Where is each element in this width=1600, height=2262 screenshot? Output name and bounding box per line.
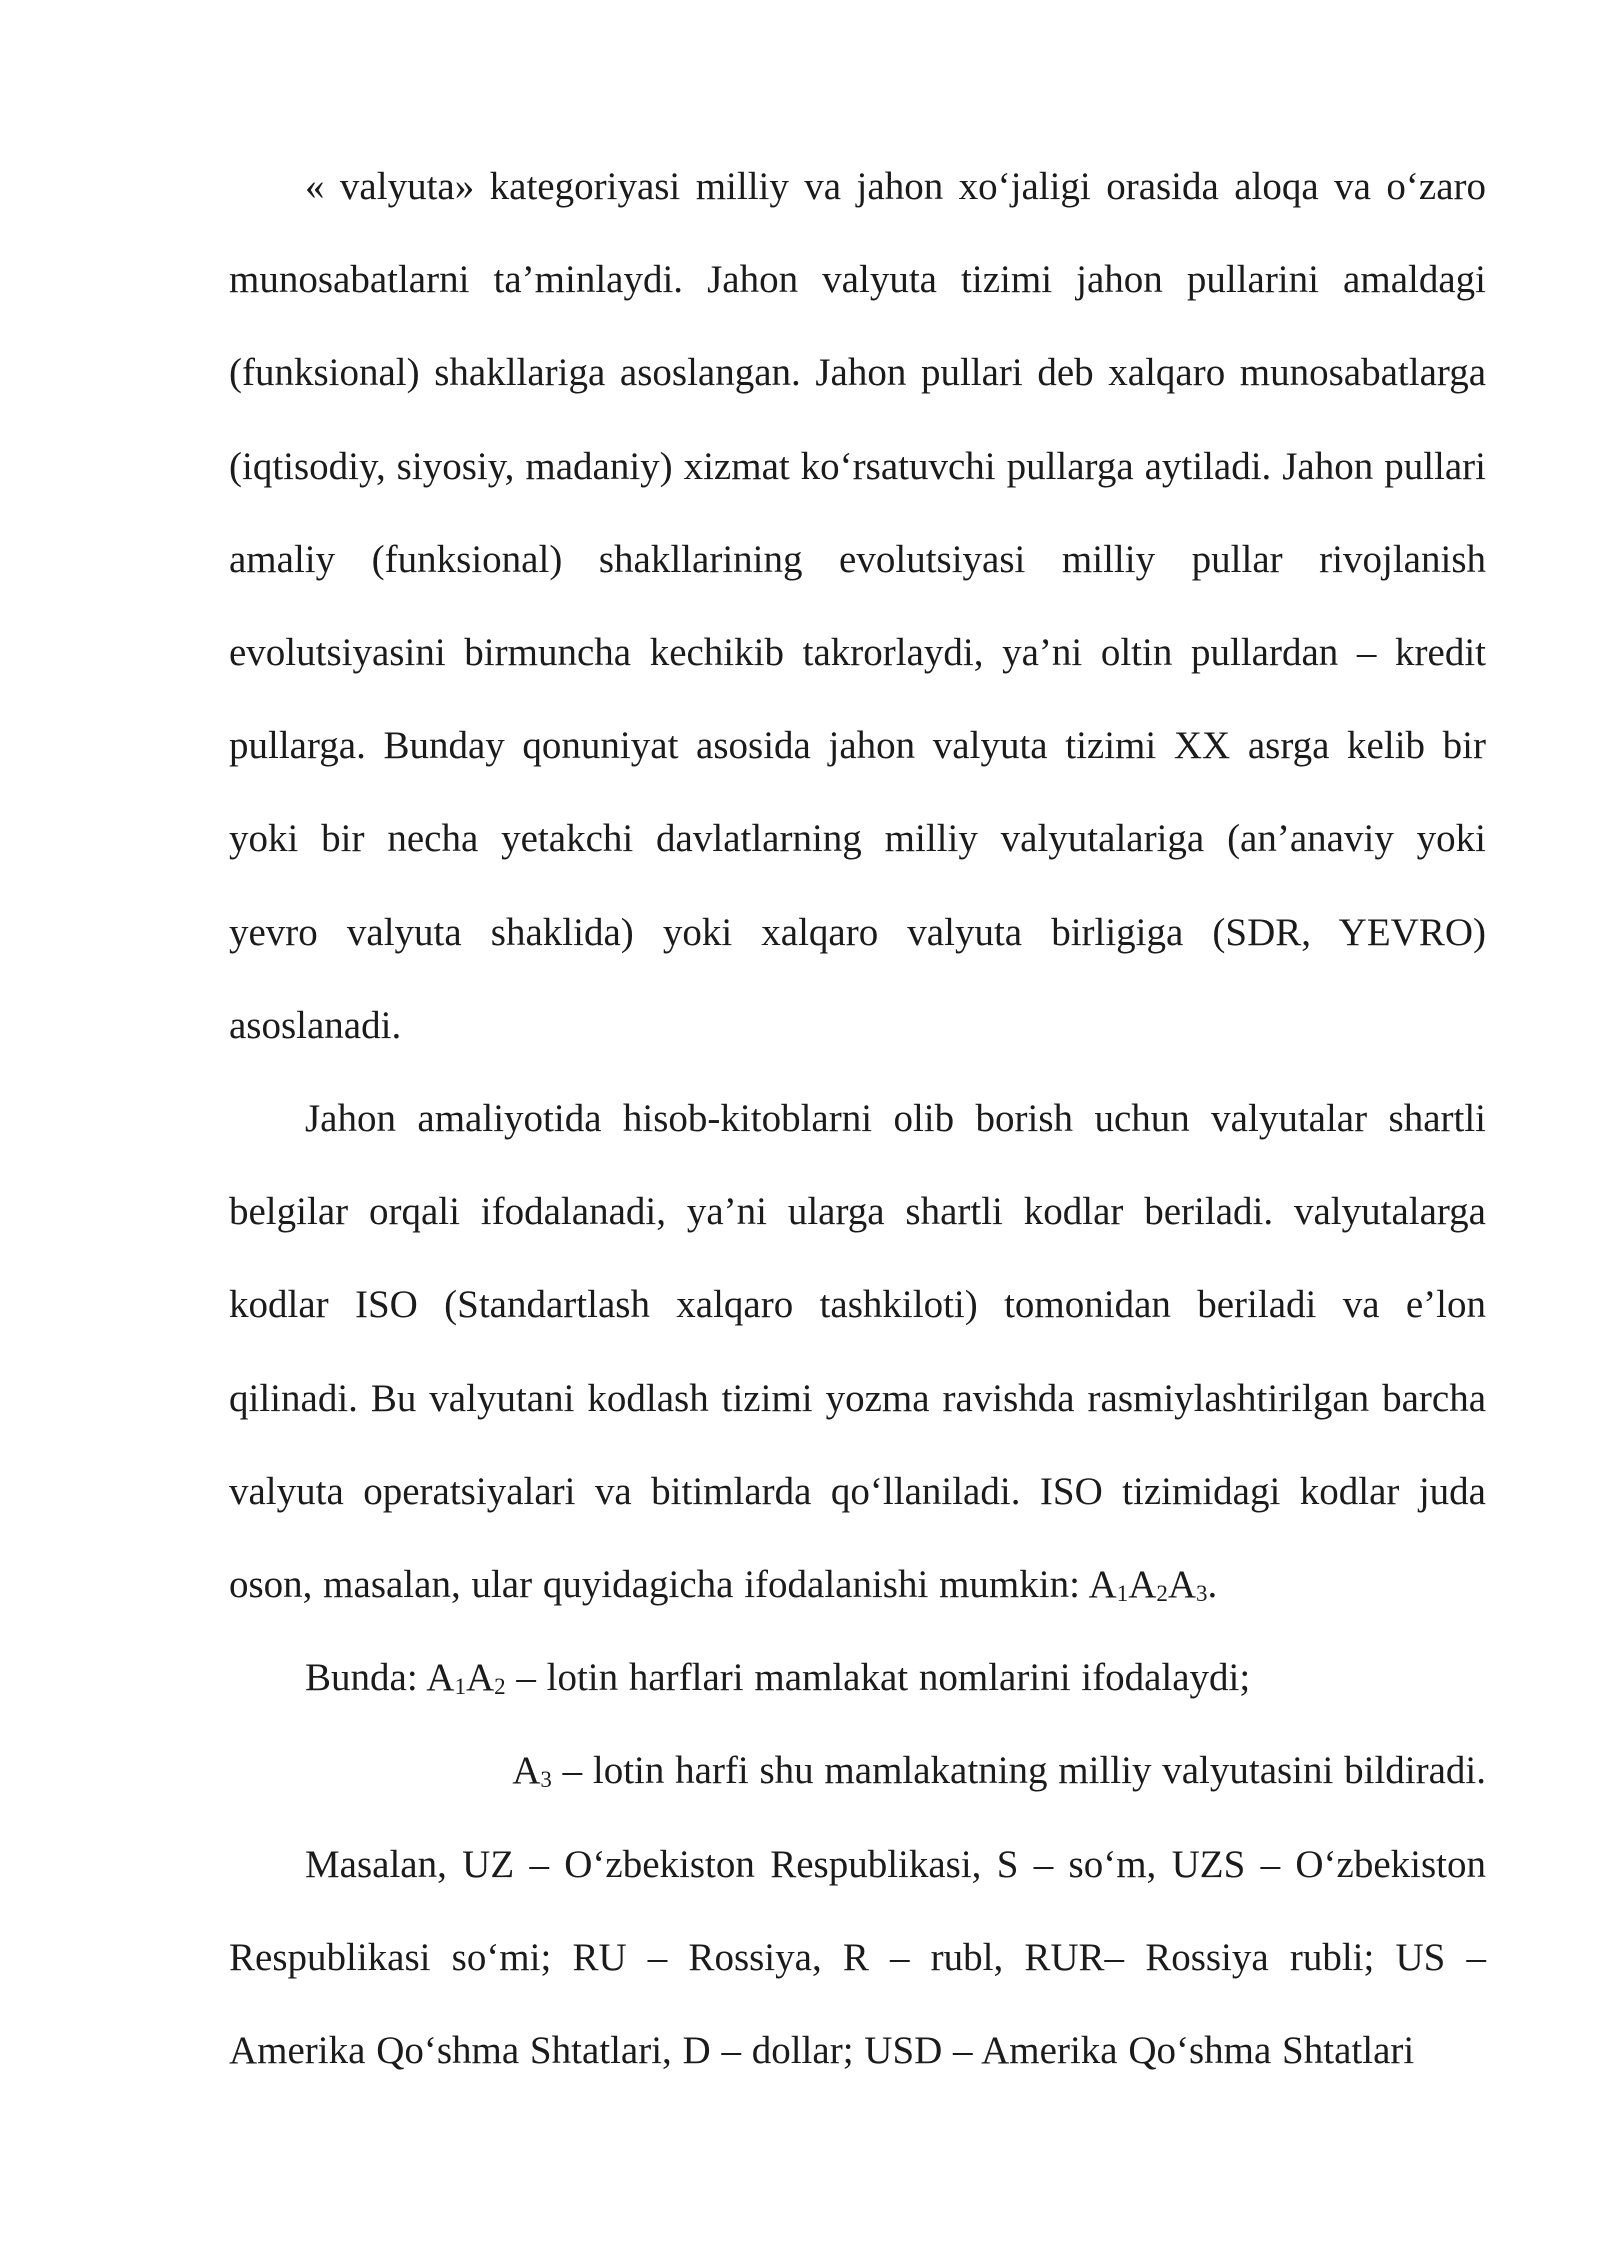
a3-letter: A xyxy=(512,1749,541,1793)
bunda-subscript-2: 2 xyxy=(494,1674,506,1700)
code-period: . xyxy=(1207,1563,1218,1607)
body-text xyxy=(229,140,1486,2097)
paragraph-bunda xyxy=(229,1631,1486,1724)
paragraph-valyuta-category: « valyuta» kategoriyasi milliy va jahon xo‘jaligi orasida aloqa va o‘zaro munosabatlarni ta’minlaydi. Jahon valyuta tizimi jahon pullarini amaldagi (funksional) shakllariga asoslangan. Jahon pullari deb xalqaro munosabatlarga (iqtisodiy, siyosiy, madaniy) xizmat ko‘rsatuvchi pullarga aytiladi. Jahon pullari amaliy (funksional) shakllarining evolutsiyasi milliy pullar rivojlanish evolutsiyasini birmuncha kechikib takrorlaydi, ya’ni oltin pullardan – kredit pullarga. Bunday qonuniyat asosida jahon valyuta tizimi XX asrga kelib bir yoki bir necha yetakchi davlatlarning milliy valyutalariga (an’anaviy yoki yevro valyuta shaklida) yoki xalqaro valyuta birligiga (SDR, YEVRO) asoslanadi. xyxy=(229,165,1486,1047)
paragraph-iso-codes-text: Jahon amaliyotida hisob-kitoblarni olib borish uchun valyutalar shartli belgilar orqali ifodalanadi, ya’ni ularga shartli kodlar beriladi. valyutalarga kodlar ISO (Standartlash xalqaro tashkiloti) tomonidan beriladi va e’lon qilinadi. Bu valyutani kodlash tizimi yozma ravishda rasmiylashtirilgan barcha valyuta operatsiyalari va bitimlarda qo‘llaniladi. ISO tizimidagi kodlar juda oson, masalan, ular quyidagicha ifodalanishi mumkin: xyxy=(229,1097,1486,1607)
bunda-text: – lotin harflari mamlakat nomlarini ifodalaydi; xyxy=(505,1656,1251,1700)
a3-subscript: 3 xyxy=(540,1767,552,1793)
bunda-subscript-1: 1 xyxy=(454,1674,466,1700)
code-letter-a3: A xyxy=(1167,1563,1197,1607)
code-subscript-2: 2 xyxy=(1156,1581,1168,1607)
code-letter-a1: A xyxy=(1088,1563,1117,1607)
a3-text: – lotin harfi shu mamlakatning milliy valyutasini bildiradi. xyxy=(551,1749,1486,1793)
code-subscript-3: 3 xyxy=(1196,1581,1208,1607)
bunda-prefix: Bunda: xyxy=(305,1656,427,1700)
bunda-letter-a2: A xyxy=(465,1656,495,1700)
code-subscript-1: 1 xyxy=(1116,1581,1129,1607)
code-letter-a2: A xyxy=(1128,1563,1157,1607)
paragraph-examples: Masalan, UZ – O‘zbekiston Respublikasi, S – so‘m, UZS – O‘zbekiston Respublikasi so‘mi; RU – Rossiya, R – rubl, RUR– Rossiya rubli; US – Amerika Qo‘shma Shtatlari, D – dollar; USD – Amerika Qo‘shma Shtatlari xyxy=(229,1842,1486,2073)
paragraph-iso-codes xyxy=(229,1072,1486,1631)
bunda-letter-a1: A xyxy=(426,1656,455,1700)
paragraph-a3-definition xyxy=(229,1724,1486,1817)
